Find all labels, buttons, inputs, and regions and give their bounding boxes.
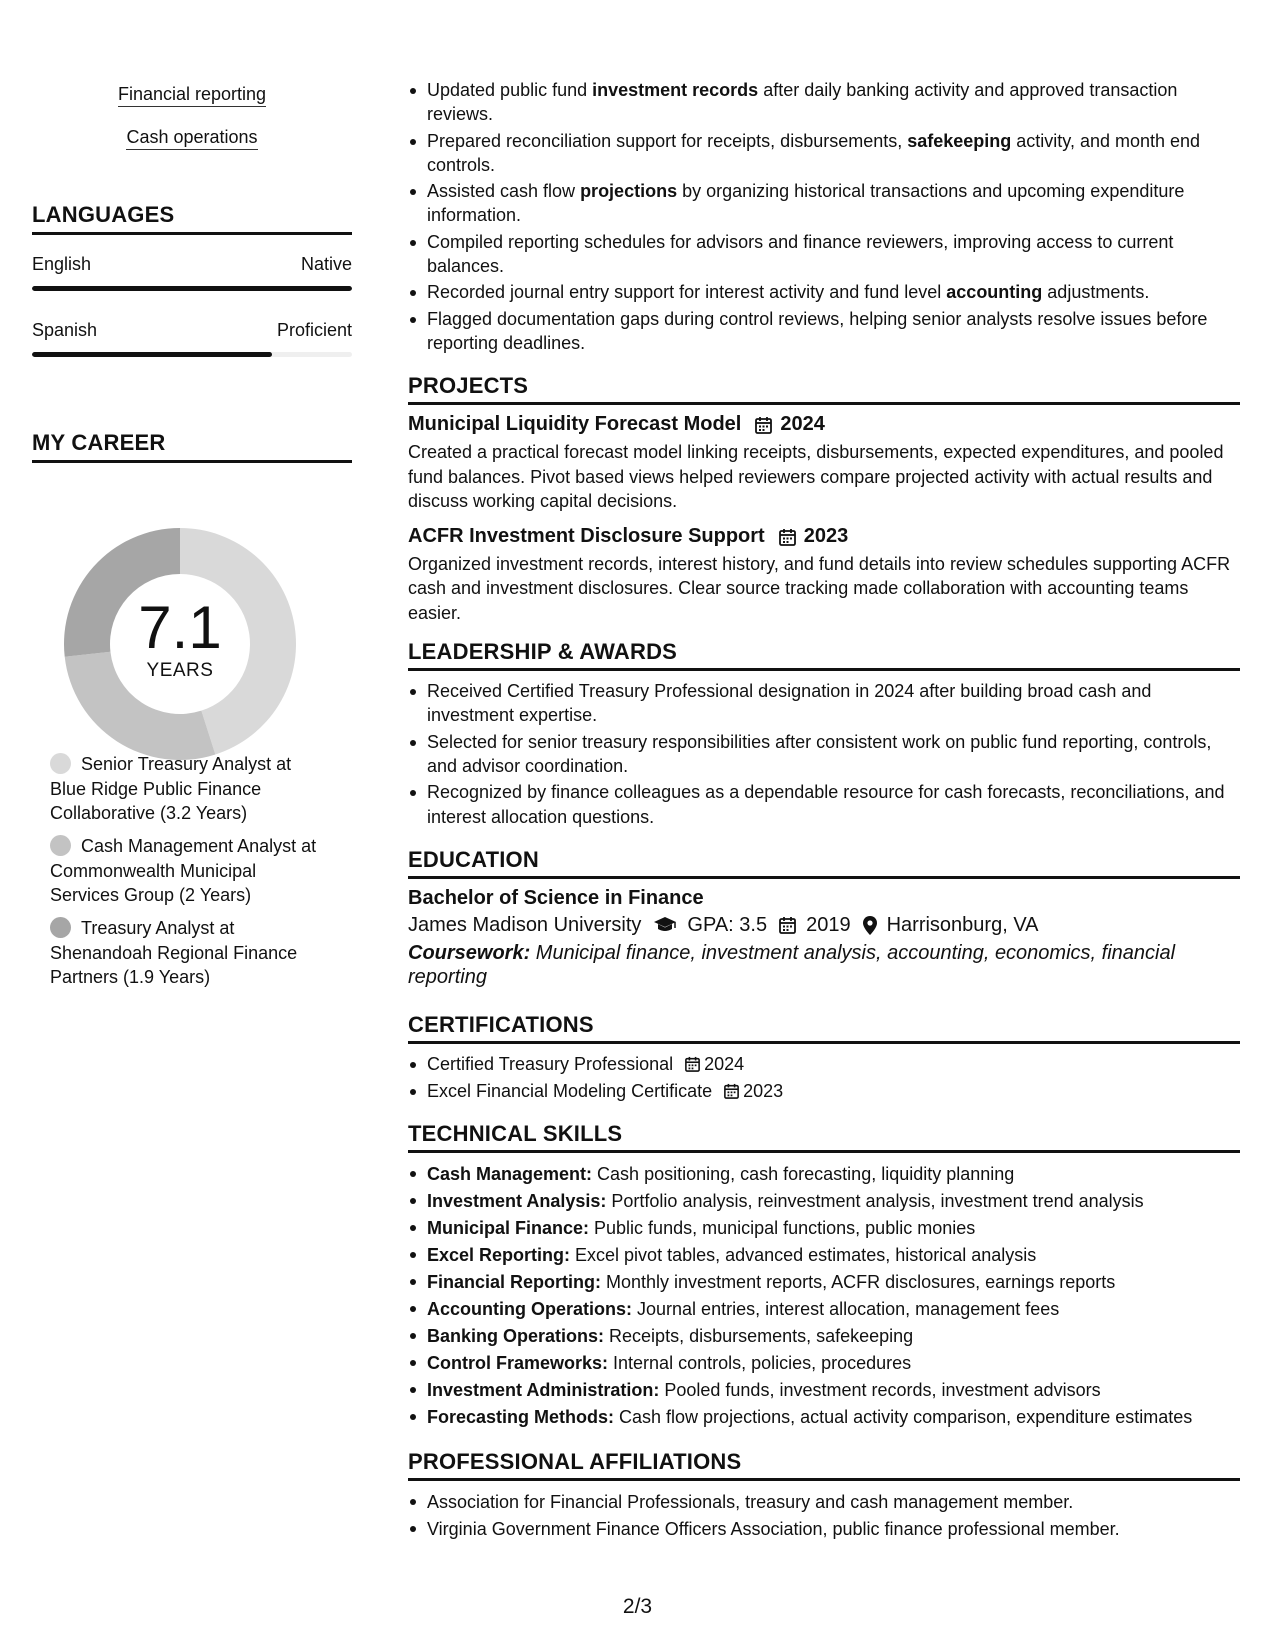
list-item: Received Certified Treasury Professional designation in 2024 after building broad cash and investment expertise.	[408, 679, 1240, 728]
list-item: Recorded journal entry support for interest activity and fund level accounting adjustments.	[408, 280, 1240, 304]
language-item	[32, 320, 352, 357]
list-item: Assisted cash flow projections by organizing historical transactions and upcoming expenditure information.	[408, 179, 1240, 228]
calendar-icon	[685, 1056, 700, 1072]
certifications-heading: CERTIFICATIONS	[408, 1012, 1240, 1044]
degree-title: Bachelor of Science in Finance	[408, 886, 704, 909]
project-title: ACFR Investment Disclosure Support 2023	[408, 525, 849, 548]
cert-year: 2024	[704, 1053, 745, 1074]
language-bar-fill	[32, 286, 352, 291]
project-year: 2024	[780, 413, 825, 436]
legend-dot	[50, 835, 71, 856]
list-item: Certified Treasury Professional 2024	[408, 1052, 1240, 1076]
list-item: Banking Operations: Receipts, disbursements, safekeeping	[408, 1323, 1240, 1350]
language-name: Spanish	[32, 320, 98, 340]
school-name: James Madison University	[408, 913, 642, 936]
education-heading: EDUCATION	[408, 847, 1240, 879]
language-item	[32, 254, 352, 291]
career-legend-item: Cash Management Analyst at Commonwealth Municipal Services Group (2 Years)	[50, 836, 317, 905]
calendar-icon	[779, 528, 796, 546]
skills-list	[408, 1161, 1240, 1431]
list-item: Control Frameworks: Internal controls, policies, procedures	[408, 1350, 1240, 1377]
experience-bullets	[408, 78, 1240, 355]
coursework: Coursework: Municipal finance, investment analysis, accounting, economics, financial reporting	[408, 941, 1176, 989]
coursework-label: Coursework:	[408, 941, 531, 964]
language-bar	[32, 352, 352, 357]
career-total-unit: YEARS	[146, 660, 214, 681]
calendar-icon	[724, 1083, 739, 1099]
list-item: Forecasting Methods: Cash flow projections, actual activity comparison, expenditure estimates	[408, 1404, 1240, 1431]
list-item: Accounting Operations: Journal entries, interest allocation, management fees	[408, 1296, 1240, 1323]
legend-dot	[50, 753, 71, 774]
graduation-year: 2019	[806, 913, 851, 936]
career-total-years: 7.1	[138, 594, 222, 661]
list-item: Excel Financial Modeling Certificate 2023	[408, 1079, 1240, 1103]
school-location: Harrisonburg, VA	[886, 913, 1039, 936]
affiliations-list	[408, 1489, 1240, 1543]
skills-heading: TECHNICAL SKILLS	[408, 1121, 1240, 1153]
language-name: English	[32, 254, 92, 274]
list-item: Flagged documentation gaps during control reviews, helping senior analysts resolve issues before reporting deadlines.	[408, 307, 1240, 356]
location-pin-icon	[863, 916, 877, 935]
list-item: Cash Management: Cash positioning, cash forecasting, liquidity planning	[408, 1161, 1240, 1188]
list-item: Prepared reconciliation support for receipts, disbursements, safekeeping activity, and month end controls.	[408, 129, 1240, 178]
gpa: GPA: 3.5	[687, 913, 768, 936]
list-item: Updated public fund investment records after daily banking activity and approved transaction reviews.	[408, 78, 1240, 127]
list-item: Excel Reporting: Excel pivot tables, advanced estimates, historical analysis	[408, 1242, 1240, 1269]
projects-heading: PROJECTS	[408, 373, 1240, 405]
skill-tag: Cash operations	[32, 127, 352, 148]
project-description: Organized investment records, interest history, and fund details into review schedules supporting ACFR cash and investment disclosures. Clear source tracking made collaboration with accounting teams easier.	[408, 554, 1231, 623]
language-bar-fill	[32, 352, 272, 357]
language-level: Native	[300, 254, 352, 274]
project-description: Created a practical forecast model linking receipts, disbursements, expected expenditures, and pooled fund balances. Pivot based views helped reviewers compare projected activity with actual results and discuss working capital decisions.	[408, 442, 1224, 511]
list-item: Selected for senior treasury responsibilities after consistent work on public fund reporting, controls, and advisor coordination.	[408, 730, 1240, 779]
career-legend-item: Treasury Analyst at Shenandoah Regional Finance Partners (1.9 Years)	[50, 918, 298, 987]
main-content	[408, 78, 1240, 1543]
certifications-list	[408, 1052, 1240, 1104]
list-item: Investment Administration: Pooled funds, investment records, investment advisors	[408, 1377, 1240, 1404]
list-item: Virginia Government Finance Officers Association, public finance professional member.	[408, 1516, 1240, 1543]
list-item: Compiled reporting schedules for advisors and finance reviewers, improving access to current balances.	[408, 230, 1240, 279]
list-item: Municipal Finance: Public funds, municipal functions, public monies	[408, 1215, 1240, 1242]
language-bar	[32, 286, 352, 291]
list-item: Financial Reporting: Monthly investment reports, ACFR disclosures, earnings reports	[408, 1269, 1240, 1296]
career-heading: MY CAREER	[32, 430, 352, 463]
affiliations-heading: PROFESSIONAL AFFILIATIONS	[408, 1449, 1240, 1481]
list-item: Investment Analysis: Portfolio analysis, reinvestment analysis, investment trend analysis	[408, 1188, 1240, 1215]
education-details	[408, 914, 1240, 937]
career-legend-item: Senior Treasury Analyst at Blue Ridge Public Finance Collaborative (3.2 Years)	[50, 754, 292, 823]
cert-year: 2023	[743, 1081, 784, 1102]
career-donut-center	[56, 520, 304, 768]
languages-heading: LANGUAGES	[32, 202, 352, 235]
project-year: 2023	[803, 525, 849, 548]
leadership-list	[408, 679, 1240, 829]
language-level: Proficient	[276, 320, 352, 340]
project-title: Municipal Liquidity Forecast Model 2024	[408, 413, 825, 436]
list-item: Association for Financial Professionals, treasury and cash management member.	[408, 1489, 1240, 1516]
graduation-cap-icon	[653, 916, 677, 934]
skill-tag: Financial reporting	[32, 84, 352, 105]
leadership-heading: LEADERSHIP & AWARDS	[408, 639, 1240, 671]
legend-dot	[50, 917, 71, 938]
calendar-icon	[779, 916, 796, 934]
list-item: Recognized by finance colleagues as a dependable resource for cash forecasts, reconciliations, and interest allocation questions.	[408, 780, 1240, 829]
calendar-icon	[755, 416, 772, 434]
page-number: 2/3	[622, 1595, 653, 1618]
